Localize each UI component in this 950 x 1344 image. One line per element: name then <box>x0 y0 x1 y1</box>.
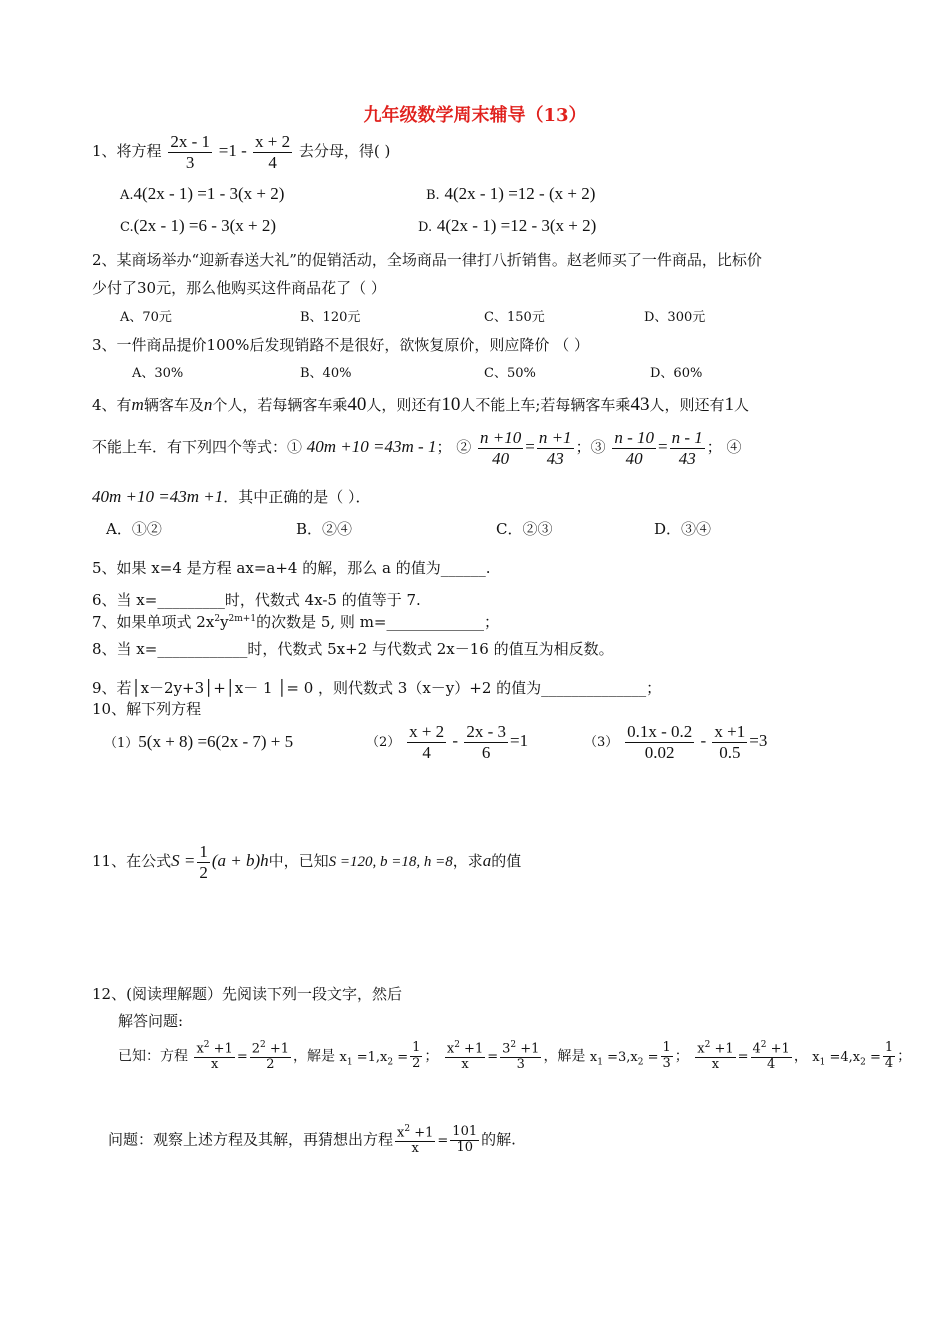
q10-part-1: （1）5(x + 8) =6(2x - 7) + 5 <box>104 732 294 751</box>
fraction: $\frac{2x - 1}{3}$ <box>170 132 210 172</box>
fraction: $\frac{n - 10}{40}$ <box>614 428 655 468</box>
q4-option-d: D．③④ <box>654 520 712 538</box>
question-3: 3、一件商品提价100%后发现销路不是很好，欲恢复原价，则应降价 （ ） <box>92 336 589 354</box>
q2-option-a: A、70元 <box>120 310 172 325</box>
fraction: $\frac{2x - 3}{6}$ <box>466 722 506 758</box>
question-12-known: 已知：方程 $\frac{x^2 +1}{x}$ = $\frac{2^2 +1}{2}$ ，解是 $x_1 =1,x_2$ = $\frac{1}{2}$ ； $\frac{x^2 +1}{x}$ = $\frac{3^2 +1}{3}$ ，解是 $x_1 =3,x_2$ = $\frac{1}{3}$ ； $\frac{x^2 +1}{x}$ = $\frac{4^2 +1}{4}$ ， $x_1 =4,x_2$ = $\frac{1}{4}$ ； <box>118 1040 912 1073</box>
fraction: $\frac{1}{2}$ <box>199 842 208 882</box>
question-10-heading: 10、解下列方程 <box>92 700 202 718</box>
q1-option-d: D. 4(2x - 1) =12 - 3(x + 2) <box>418 216 597 235</box>
question-2-line1: 2、某商场举办“迎新春送大礼”的促销活动，全场商品一律打八折销售。赵老师买了一件商品，比标价 <box>92 251 762 269</box>
fraction: $\frac{x + 2}{4}$ <box>255 132 291 172</box>
question-11: 11、在公式S = $\frac{1}{2}$ (a + b)h中，已知S =120, b =18, h =8，求a的值 <box>92 842 522 882</box>
fraction: $\frac{2^2 +1}{2}$ <box>251 1040 290 1073</box>
q3-option-b: B、40% <box>300 366 352 381</box>
fraction: $\frac{x + 2}{4}$ <box>409 722 445 758</box>
q3-option-a: A、30% <box>132 366 184 381</box>
fraction: $\frac{3^2 +1}{3}$ <box>502 1040 540 1073</box>
fraction: $\frac{n - 1}{43}$ <box>671 428 703 468</box>
question-12-line2: 解答问题: <box>118 1012 184 1030</box>
fraction: $\frac{4^2 +1}{4}$ <box>752 1040 790 1073</box>
fraction: $\frac{1}{3}$ <box>662 1040 671 1072</box>
question-8: 8、当 x=____________时，代数式 5x+2 与代数式 2x－16 的值互为相反数。 <box>92 640 614 658</box>
q4-option-a: A．①② <box>106 520 162 538</box>
q2-option-c: C、150元 <box>484 310 545 325</box>
fraction: $\frac{x^2 +1}{x}$ <box>697 1040 734 1073</box>
q4-option-c: C．②③ <box>496 520 553 538</box>
q1-option-c: C.(2x - 1) =6 - 3(x + 2) <box>120 216 277 235</box>
page-title: 九年级数学周末辅导（13） <box>363 105 587 126</box>
q10-part-2: （2） $\frac{x + 2}{4}$ - $\frac{2x - 3}{6}$ =1 <box>366 722 528 758</box>
question-4-line1: 4、有m辆客车及n个人，若每辆客车乘40人，则还有10人不能上车;若每辆客车乘43人，则还有1人 <box>92 394 749 415</box>
fraction: $\frac{n +1}{43}$ <box>538 428 572 468</box>
q2-option-b: B、120元 <box>300 310 361 325</box>
fraction: $\frac{n +10}{40}$ <box>480 428 522 468</box>
fraction: $\frac{101}{10}$ <box>452 1124 478 1156</box>
question-4-line2: 不能上车．有下列四个等式：① 40m +10 =43m - 1； ② $\frac{n +10}{40}$ = $\frac{n +1}{43}$ ；③ $\frac{n - 10}{40}$ = $\frac{n - 1}{43}$ ； ④ <box>92 428 742 468</box>
fraction: $\frac{0.1x - 0.2}{0.02}$ <box>627 722 693 758</box>
fraction: $\frac{x^2 +1}{x}$ <box>446 1040 484 1073</box>
fraction: $\frac{1}{2}$ <box>412 1040 421 1072</box>
fraction: $\frac{x^2 +1}{x}$ <box>196 1040 233 1073</box>
question-2-line2: 少付了30元，那么他购买这件商品花了（ ） <box>92 279 386 297</box>
question-12-line1: 12、(阅读理解题）先阅读下列一段文字，然后 <box>92 985 402 1003</box>
question-6: 6、当 x=_________时，代数式 4x-5 的值等于 7. <box>92 591 421 609</box>
q1-option-a: A.4(2x - 1) =1 - 3(x + 2) <box>120 184 285 203</box>
question-1: 1、将方程 $\frac{2x - 1}{3}$ =1 - $\frac{x + 2}{4}$ 去分母，得( ) <box>92 132 391 172</box>
q2-option-d: D、300元 <box>644 310 706 325</box>
question-5: 5、如果 x=4 是方程 ax=a+4 的解，那么 a 的值为______. <box>92 559 491 577</box>
q3-option-d: D、60% <box>650 366 703 381</box>
question-7: 7、如果单项式 $2x^2y^{2m+1}$的次数是 5, 则 m=_____________； <box>92 613 499 631</box>
q4-option-b: B．②④ <box>296 520 353 538</box>
q1-option-b: B. 4(2x - 1) =12 - (x + 2) <box>426 184 596 203</box>
question-4-line3: 40m +10 =43m +1．其中正确的是（ ）． <box>92 487 371 506</box>
q10-part-3: （3） $\frac{0.1x - 0.2}{0.02}$ - $\frac{x +1}{0.5}$ =3 <box>584 722 767 758</box>
fraction: $\frac{x^2 +1}{x}$ <box>397 1124 434 1157</box>
fraction: $\frac{1}{4}$ <box>884 1040 894 1072</box>
question-12-problem: 问题：观察上述方程及其解，再猜想出方程 $\frac{x^2 +1}{x}$ = $\frac{101}{10}$ 的解. <box>108 1124 516 1157</box>
question-9: 9、若│x－2y+3│+│x－ 1 │= 0 ，则代数式 3（x－y）+2 的值为______________； <box>92 679 662 697</box>
fraction: $\frac{x +1}{0.5}$ <box>714 722 746 758</box>
q3-option-c: C、50% <box>484 366 536 381</box>
